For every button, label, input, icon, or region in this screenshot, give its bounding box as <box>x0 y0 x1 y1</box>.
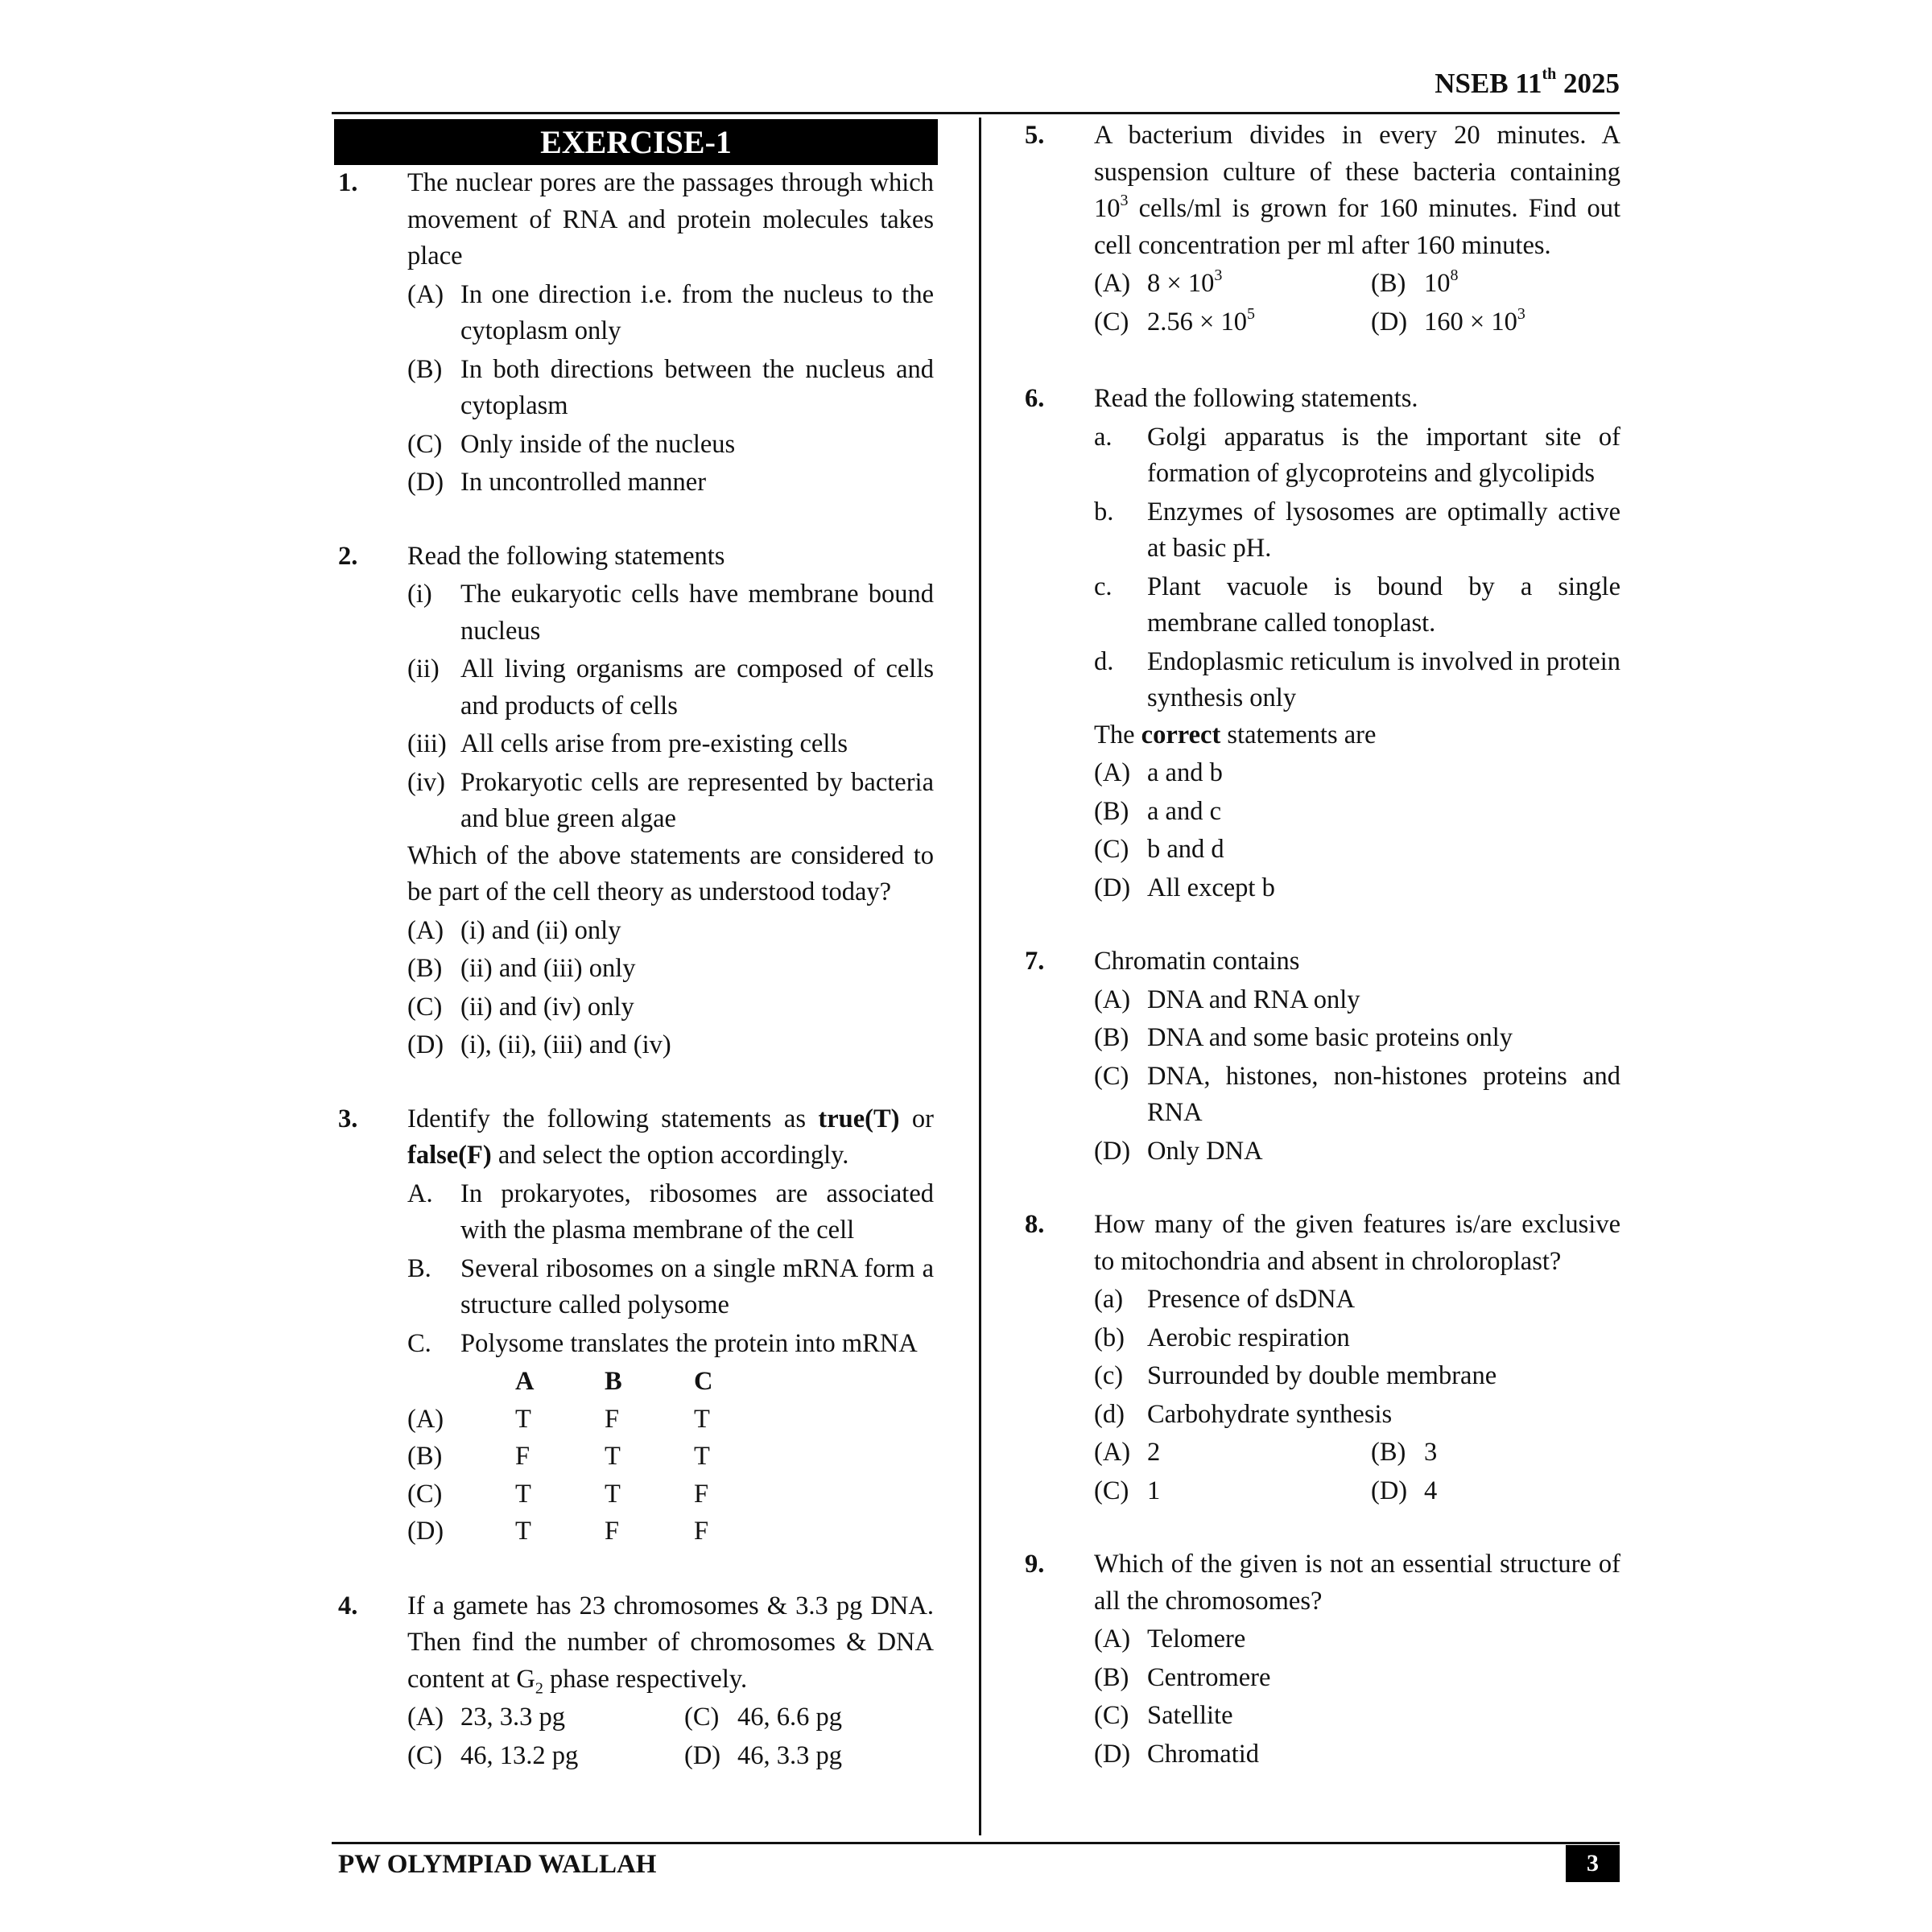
option-text: (ii) and (iv) only <box>460 992 634 1022</box>
option-label: (B) <box>1094 796 1129 826</box>
options-grid <box>1094 1433 1620 1509</box>
question-number: 6. <box>1025 384 1045 413</box>
table-cell: T <box>515 1517 531 1546</box>
statement-label: B. <box>407 1253 431 1283</box>
option-d[interactable] <box>1094 870 1620 907</box>
left-column <box>338 165 934 1774</box>
question-stem: Read the following statements. <box>1094 384 1418 413</box>
question-number: 1. <box>338 168 358 197</box>
feature-label: (b) <box>1094 1323 1125 1352</box>
question-number: 7. <box>1025 947 1045 976</box>
option-text <box>1424 266 1620 303</box>
option-label: (D) <box>1094 1136 1131 1166</box>
option-text: (i), (ii), (iii) and (iv) <box>460 1030 671 1059</box>
option-a[interactable] <box>407 277 934 350</box>
option-label: (A) <box>1094 758 1131 787</box>
footer-brand: PW OLYMPIAD WALLAH <box>338 1850 657 1879</box>
option-label: (C) <box>1094 835 1129 864</box>
statement-label: C. <box>407 1328 431 1358</box>
option-label: (D) <box>684 1740 721 1770</box>
stem-bold-true: true(T) <box>818 1104 900 1133</box>
option-a[interactable] <box>407 1402 934 1439</box>
option-c[interactable] <box>1094 1698 1620 1735</box>
right-column <box>1025 118 1620 1773</box>
question-prompt <box>1094 717 1620 754</box>
option-label: (D) <box>1094 873 1131 902</box>
option-text: All except b <box>1147 873 1275 902</box>
option-text: DNA and some basic proteins only <box>1147 1023 1513 1052</box>
prompt-text: The <box>1094 720 1141 749</box>
stem-text: phase respectively. <box>543 1664 748 1694</box>
table-cell: T <box>515 1404 531 1434</box>
exercise-title: EXERCISE-1 <box>334 119 938 165</box>
option-c[interactable] <box>1094 1059 1620 1132</box>
option-text: DNA, histones, non-histones proteins and RNA <box>1147 1061 1620 1127</box>
option-text: Satellite <box>1147 1701 1233 1730</box>
table-cell: F <box>694 1517 709 1546</box>
option-c[interactable] <box>1094 1473 1371 1510</box>
option-d[interactable] <box>1094 1133 1620 1170</box>
question-prompt: Which of the above statements are considered to be part of the cell theory as understood today? <box>407 840 934 906</box>
stem-bold-false: false(F) <box>407 1141 492 1170</box>
option-label: (B) <box>407 954 443 983</box>
table-cell: F <box>605 1404 620 1434</box>
statement-text: The eukaryotic cells have membrane bound nucleus <box>460 580 934 646</box>
statement-label: (ii) <box>407 654 440 683</box>
table-header: C <box>694 1367 713 1396</box>
question-stem: Chromatin contains <box>1094 947 1300 976</box>
option-label: (C) <box>407 429 443 459</box>
option-a[interactable] <box>1094 1621 1620 1658</box>
option-base: 8 × 10 <box>1147 269 1215 298</box>
statement-label: b. <box>1094 497 1114 526</box>
option-exponent: 5 <box>1246 304 1255 323</box>
option-label: (B) <box>1094 1662 1129 1692</box>
option-c[interactable] <box>407 1476 934 1514</box>
option-b[interactable] <box>1371 266 1620 303</box>
option-text: 23, 3.3 pg <box>460 1703 565 1732</box>
question-number: 3. <box>338 1104 358 1133</box>
option-text: 46, 13.2 pg <box>460 1740 579 1770</box>
option-text: In both directions between the nucleus and cytoplasm <box>460 354 934 420</box>
option-text: Telomere <box>1147 1624 1246 1653</box>
option-label: (D) <box>1094 1739 1131 1769</box>
option-a[interactable] <box>1094 1435 1371 1472</box>
option-c[interactable] <box>407 427 934 464</box>
option-text: In one direction i.e. from the nucleus to the cytoplasm only <box>460 279 934 345</box>
option-c[interactable] <box>1094 304 1371 341</box>
option-text: 1 <box>1147 1476 1161 1505</box>
feature-text: Presence of dsDNA <box>1147 1285 1356 1314</box>
option-exponent: 3 <box>1517 304 1525 323</box>
option-label: (A) <box>407 1703 444 1732</box>
statement-i <box>407 576 934 650</box>
question-stem <box>1094 118 1620 264</box>
page-header-title <box>1435 65 1620 100</box>
stem-text: cells/ml is grown for 160 minutes. Find out cell concentration per ml after 160 minutes. <box>1094 194 1620 260</box>
option-b[interactable] <box>1371 1435 1620 1472</box>
option-exponent: 3 <box>1214 266 1223 285</box>
statement-text: In prokaryotes, ribosomes are associated with the plasma membrane of the cell <box>460 1179 934 1245</box>
option-text: (i) and (ii) only <box>460 915 621 945</box>
question-8 <box>1025 1207 1620 1509</box>
option-text: Chromatid <box>1147 1739 1260 1769</box>
option-exponent: 8 <box>1450 266 1459 285</box>
statement-a <box>1094 419 1620 493</box>
feature-c <box>1094 1358 1620 1395</box>
option-b[interactable] <box>1094 794 1620 831</box>
option-label: (C) <box>1094 1476 1129 1505</box>
option-a[interactable] <box>407 1699 684 1736</box>
question-number: 9. <box>1025 1550 1045 1579</box>
table-cell: F <box>515 1442 530 1471</box>
option-label: (B) <box>1094 1023 1129 1052</box>
option-text: (ii) and (iii) only <box>460 954 636 983</box>
table-cell: F <box>694 1479 709 1509</box>
question-stem: Read the following statements <box>407 541 725 571</box>
page-number: 3 <box>1566 1845 1620 1882</box>
option-label: (B) <box>407 354 443 384</box>
option-b[interactable] <box>1094 1020 1620 1057</box>
option-d[interactable] <box>1371 304 1620 341</box>
option-text: DNA and RNA only <box>1147 985 1360 1014</box>
feature-a <box>1094 1282 1620 1319</box>
option-a[interactable] <box>407 913 934 950</box>
feature-d <box>1094 1397 1620 1434</box>
option-a[interactable] <box>1094 982 1620 1019</box>
statement-c <box>407 1326 934 1363</box>
option-label: (D) <box>407 1517 444 1546</box>
stem-text: If a gamete has 23 chromosomes & 3.3 pg DNA. Then find the number of chromosomes & DNA content at G <box>407 1591 934 1694</box>
table-cell: T <box>515 1479 531 1509</box>
option-label: (A) <box>407 1404 444 1434</box>
question-stem: The nuclear pores are the passages through which movement of RNA and protein molecules takes place <box>407 168 934 270</box>
option-base: 10 <box>1424 269 1451 298</box>
option-base: 2.56 × 10 <box>1147 307 1247 336</box>
statement-text: Polysome translates the protein into mRNA <box>460 1328 918 1358</box>
option-text: Centromere <box>1147 1662 1271 1692</box>
statement-iv <box>407 765 934 838</box>
table-cell: T <box>605 1479 621 1509</box>
question-stem: Which of the given is not an essential structure of all the chromosomes? <box>1094 1550 1620 1616</box>
question-1 <box>338 165 934 502</box>
statement-label: (iv) <box>407 767 445 797</box>
statement-text: Golgi apparatus is the important site of formation of glycoproteins and glycolipids <box>1147 422 1620 488</box>
option-label: (D) <box>407 1030 444 1059</box>
table-header: A <box>515 1367 535 1396</box>
prompt-text: statements are <box>1220 720 1377 749</box>
option-text: 2 <box>1147 1438 1161 1467</box>
statement-label: a. <box>1094 422 1113 452</box>
option-text: b and d <box>1147 835 1224 864</box>
option-label: (D) <box>1371 307 1408 336</box>
statement-c <box>1094 569 1620 642</box>
prompt-bold: correct <box>1141 720 1221 749</box>
statement-ii <box>407 651 934 724</box>
exam-name: NSEB 11 <box>1435 68 1542 99</box>
header-divider <box>332 112 1620 114</box>
option-text: Only DNA <box>1147 1136 1263 1166</box>
option-label: (C) <box>407 1740 443 1770</box>
question-2 <box>338 539 934 1064</box>
table-cell: T <box>694 1442 710 1471</box>
question-7 <box>1025 943 1620 1170</box>
question-stem <box>407 1101 934 1174</box>
stem-text: or <box>899 1104 934 1133</box>
option-base: 160 × 10 <box>1424 307 1517 336</box>
stem-text: Identify the following statements as <box>407 1104 819 1133</box>
question-6 <box>1025 381 1620 906</box>
option-text: 46, 3.3 pg <box>737 1740 842 1770</box>
option-label: (D) <box>1371 1476 1408 1505</box>
statement-b <box>1094 494 1620 568</box>
stem-text: A bacterium divides in every 20 minutes. A suspension culture of these bacteria containing 10 <box>1094 121 1620 223</box>
stem-subscript: 2 <box>535 1679 543 1697</box>
option-b[interactable] <box>407 1439 934 1476</box>
option-label: (C) <box>407 1479 443 1509</box>
option-d[interactable] <box>407 1513 934 1551</box>
feature-text: Surrounded by double membrane <box>1147 1361 1497 1390</box>
column-divider <box>979 118 981 1835</box>
statement-iii <box>407 726 934 763</box>
question-number: 8. <box>1025 1210 1045 1239</box>
question-number: 5. <box>1025 121 1045 150</box>
table-header-row <box>407 1364 934 1402</box>
true-false-table <box>407 1364 934 1551</box>
statement-text: All living organisms are composed of cells and products of cells <box>460 654 934 720</box>
option-label: (C) <box>1094 1061 1129 1091</box>
option-a[interactable] <box>1094 755 1620 792</box>
question-3 <box>338 1101 934 1551</box>
option-text: Only inside of the nucleus <box>460 429 736 459</box>
option-label: (C) <box>1094 1701 1129 1730</box>
question-stem <box>407 1588 934 1699</box>
statement-label: (i) <box>407 580 432 609</box>
option-label: (A) <box>407 279 444 309</box>
exam-year: 2025 <box>1563 68 1620 99</box>
table-cell: T <box>694 1404 710 1434</box>
option-label: (D) <box>407 468 444 497</box>
option-text: 46, 6.6 pg <box>737 1703 842 1732</box>
option-d[interactable] <box>1371 1473 1620 1510</box>
option-d[interactable] <box>407 1027 934 1064</box>
option-label: (B) <box>1371 269 1406 298</box>
option-text <box>1147 304 1371 341</box>
option-c-first[interactable] <box>684 1699 934 1736</box>
option-b[interactable] <box>407 352 934 425</box>
option-text <box>1147 266 1371 303</box>
question-9 <box>1025 1546 1620 1773</box>
option-label: (A) <box>407 915 444 945</box>
option-text: a and c <box>1147 796 1222 826</box>
feature-b <box>1094 1320 1620 1357</box>
statement-text: All cells arise from pre-existing cells <box>460 729 848 758</box>
option-b[interactable] <box>407 951 934 988</box>
option-label: (C) <box>684 1703 720 1732</box>
option-c-second[interactable] <box>407 1738 684 1775</box>
table-header: B <box>605 1367 622 1396</box>
statement-text: Plant vacuole is bound by a single membrane called tonoplast. <box>1147 572 1620 638</box>
feature-label: (a) <box>1094 1285 1124 1314</box>
statement-label: A. <box>407 1179 433 1208</box>
option-d[interactable] <box>1094 1736 1620 1773</box>
table-cell: T <box>605 1442 621 1471</box>
option-b[interactable] <box>1094 1660 1620 1697</box>
option-label: (A) <box>1094 1438 1131 1467</box>
table-cell: F <box>605 1517 620 1546</box>
footer-divider <box>332 1842 1620 1844</box>
options-grid <box>1094 264 1620 341</box>
option-label: (B) <box>407 1442 443 1471</box>
statement-d <box>1094 644 1620 717</box>
stem-superscript: 3 <box>1120 192 1129 210</box>
option-text: 4 <box>1424 1476 1438 1505</box>
option-c[interactable] <box>1094 832 1620 869</box>
question-number: 4. <box>338 1591 358 1620</box>
option-d[interactable] <box>684 1738 934 1775</box>
option-text: In uncontrolled manner <box>460 468 707 497</box>
feature-label: (c) <box>1094 1361 1124 1390</box>
question-4 <box>338 1588 934 1775</box>
question-5 <box>1025 118 1620 341</box>
stem-text: and select the option accordingly. <box>491 1141 849 1170</box>
option-c[interactable] <box>407 989 934 1026</box>
statement-label: d. <box>1094 646 1114 676</box>
feature-text: Aerobic respiration <box>1147 1323 1350 1352</box>
option-d[interactable] <box>407 464 934 502</box>
feature-text: Carbohydrate synthesis <box>1147 1399 1393 1429</box>
statement-text: Prokaryotic cells are represented by bacteria and blue green algae <box>460 767 934 833</box>
option-text <box>1424 304 1620 341</box>
question-stem: How many of the given features is/are exclusive to mitochondria and absent in chroloroplast? <box>1094 1210 1620 1276</box>
statement-text: Endoplasmic reticulum is involved in protein synthesis only <box>1147 646 1620 712</box>
option-label: (A) <box>1094 269 1131 298</box>
exam-ordinal-suffix: th <box>1542 65 1557 84</box>
statement-a <box>407 1176 934 1249</box>
options-grid <box>407 1698 934 1774</box>
option-text: 3 <box>1424 1438 1438 1467</box>
option-label: (A) <box>1094 985 1131 1014</box>
option-label: (C) <box>407 992 443 1022</box>
statement-text: Enzymes of lysosomes are optimally active at basic pH. <box>1147 497 1620 563</box>
statement-label: (iii) <box>407 729 447 758</box>
statement-b <box>407 1251 934 1324</box>
option-label: (B) <box>1371 1438 1406 1467</box>
option-a[interactable] <box>1094 266 1371 303</box>
statement-text: Several ribosomes on a single mRNA form a structure called polysome <box>460 1253 934 1319</box>
option-text: a and b <box>1147 758 1223 787</box>
option-label: (C) <box>1094 307 1129 336</box>
option-label: (A) <box>1094 1624 1131 1653</box>
statement-label: c. <box>1094 572 1113 601</box>
question-number: 2. <box>338 541 358 571</box>
feature-label: (d) <box>1094 1399 1125 1429</box>
